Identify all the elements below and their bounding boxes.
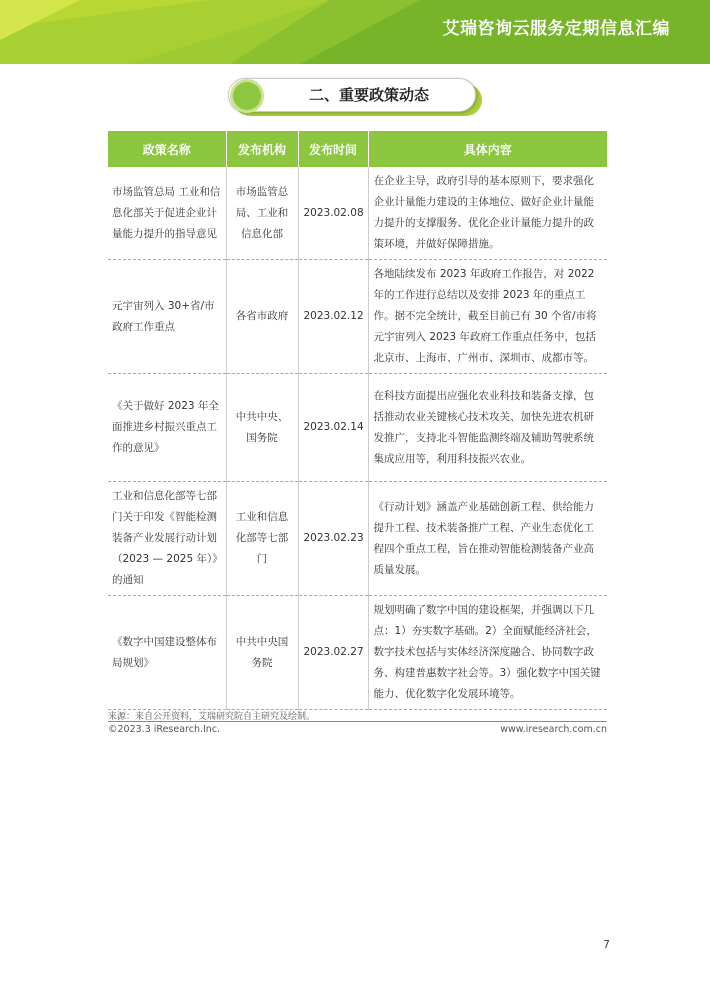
header-banner	[0, 0, 710, 64]
table-header-row	[108, 131, 607, 167]
table-row	[108, 596, 607, 710]
policy-agency: 工业和信息化部等七部门	[226, 482, 298, 596]
col-header-name: 政策名称	[108, 131, 226, 167]
col-header-date: 发布时间	[298, 131, 368, 167]
table-row	[108, 482, 607, 596]
section-heading	[228, 78, 482, 116]
policy-date: 2023.02.14	[298, 374, 368, 482]
header-title: 艾瑞咨询云服务定期信息汇编	[442, 19, 670, 39]
policy-table	[108, 131, 607, 710]
table-row	[108, 260, 607, 374]
policy-agency: 中共中央国务院	[226, 596, 298, 710]
section-bullet-icon	[233, 82, 261, 110]
policy-content: 各地陆续发布 2023 年政府工作报告，对 2022 年的工作进行总结以及安排 2023 年的重点工作。据不完全统计，截至目前已有 30 个省/市将元宇宙列入 2023 年政府工作重点任务中，包括北京市、上海市、广州市、深圳市、成都市等。	[368, 260, 607, 374]
policy-agency: 中共中央、国务院	[226, 374, 298, 482]
policy-date: 2023.02.12	[298, 260, 368, 374]
table-row	[108, 374, 607, 482]
policy-date: 2023.02.27	[298, 596, 368, 710]
policy-content: 规划明确了数字中国的建设框架，并强调以下几点：1）夯实数字基础。2）全面赋能经济社会，数字技术包括与实体经济深度融合、协同数字政务、构建普惠数字社会等。3）强化数字中国关键能力、优化数字化发展环境等。	[368, 596, 607, 710]
section-heading-pill	[228, 78, 476, 112]
policy-name: 《数字中国建设整体布局规划》	[108, 596, 226, 710]
policy-content: 在科技方面提出应强化农业科技和装备支撑，包括推动农业关键核心技术攻关、加快先进农机研发推广，支持北斗智能监测终端及辅助驾驶系统集成应用等，利用科技振兴农业。	[368, 374, 607, 482]
section-title: 二、重要政策动态	[308, 86, 429, 104]
policy-date: 2023.02.23	[298, 482, 368, 596]
page-number: 7	[603, 938, 610, 951]
col-header-agency: 发布机构	[226, 131, 298, 167]
source-note: 来源：来自公开资料，艾瑞研究院自主研究及绘制。	[108, 712, 316, 722]
table-row	[108, 167, 607, 260]
policy-name: 元宇宙列入 30+省/市政府工作重点	[108, 260, 226, 374]
policy-content: 《行动计划》涵盖产业基础创新工程、供给能力提升工程、技术装备推广工程、产业生态优化工程四个重点工程，旨在推动智能检测装备产业高质量发展。	[368, 482, 607, 596]
policy-name: 市场监管总局 工业和信息化部关于促进企业计量能力提升的指导意见	[108, 167, 226, 260]
policy-name: 《关于做好 2023 年全面推进乡村振兴重点工作的意见》	[108, 374, 226, 482]
policy-name: 工业和信息化部等七部门关于印发《智能检测装备产业发展行动计划 （2023 — 2025 年）》的通知	[108, 482, 226, 596]
col-header-content: 具体内容	[368, 131, 607, 167]
copyright-text: ©2023.3 iResearch.Inc.	[108, 724, 221, 735]
footer-divider	[108, 721, 607, 722]
policy-date: 2023.02.08	[298, 167, 368, 260]
policy-agency: 各省市政府	[226, 260, 298, 374]
policy-content: 在企业主导，政府引导的基本原则下，要求强化企业计量能力建设的主体地位、做好企业计量能力提升的支撑服务、优化企业计量能力提升的政策环境，并做好保障措施。	[368, 167, 607, 260]
website-link[interactable]: www.iresearch.com.cn	[500, 724, 607, 735]
policy-agency: 市场监管总局、工业和信息化部	[226, 167, 298, 260]
